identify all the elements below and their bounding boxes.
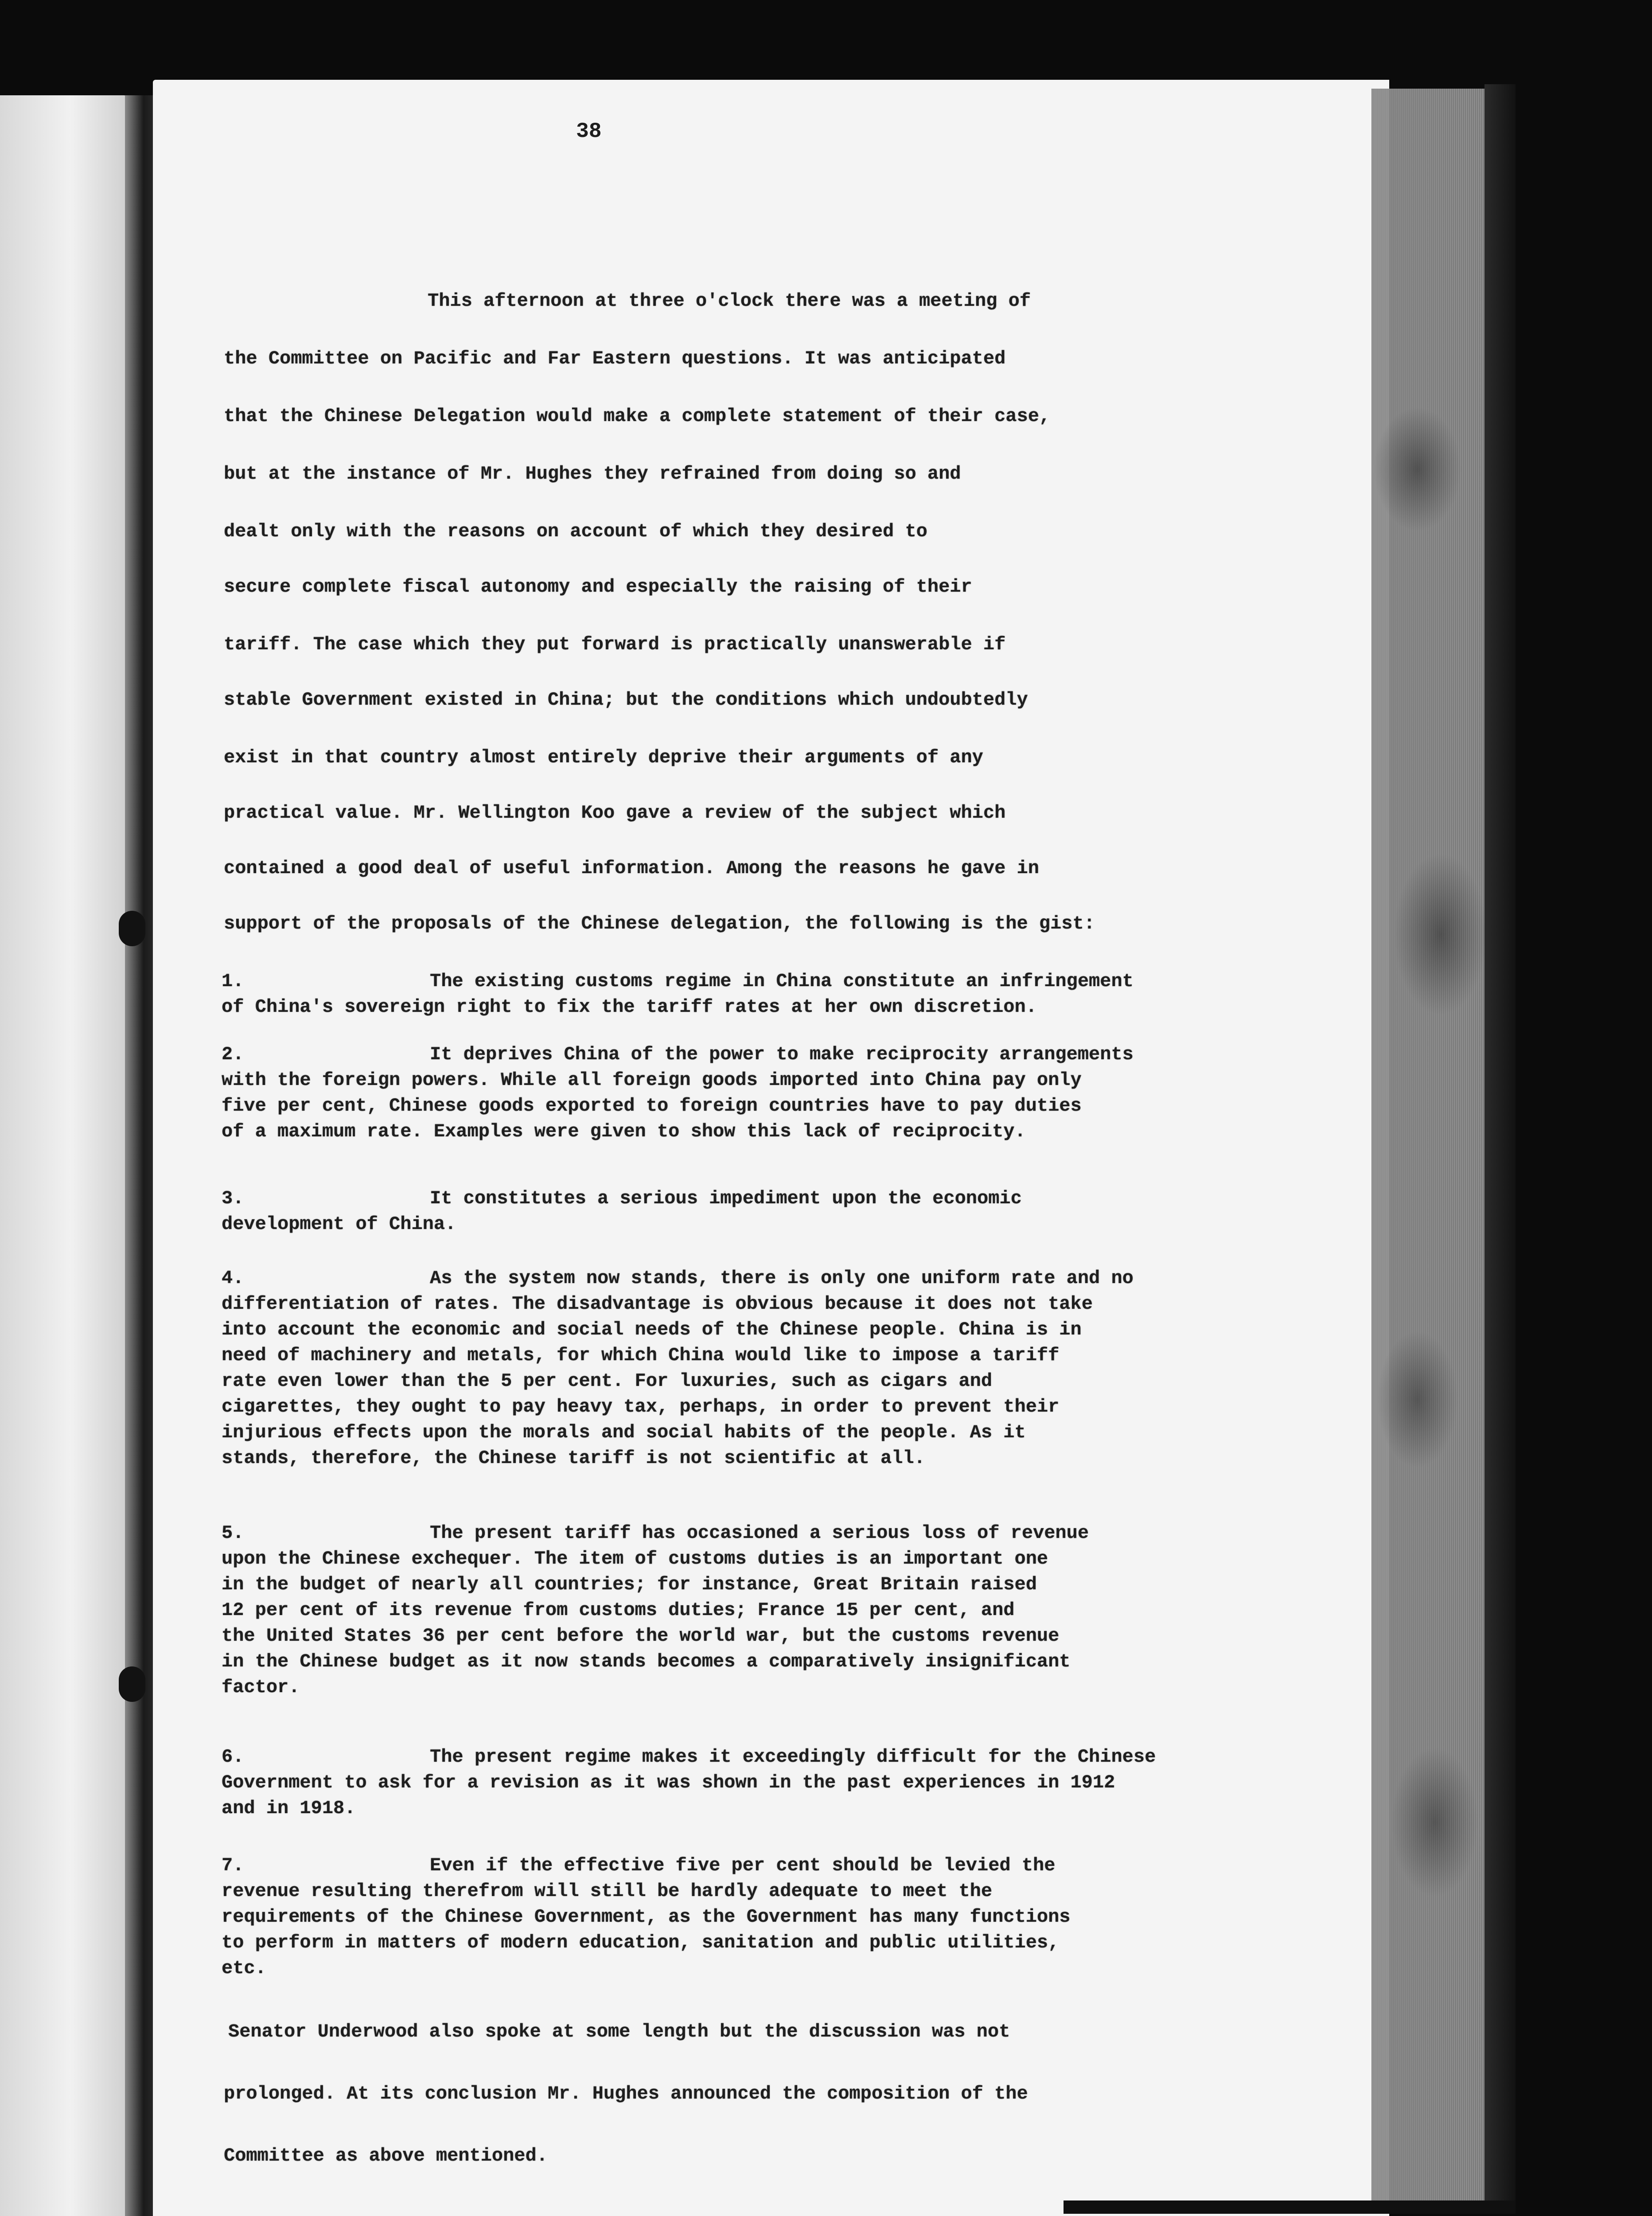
- point-line: etc.: [222, 1958, 266, 1979]
- point-line: It constitutes a serious impediment upon the economic: [430, 1188, 1022, 1209]
- closing-line: prolonged. At its conclusion Mr. Hughes announced the composition of the: [224, 2083, 1028, 2104]
- left-facing-page: [0, 95, 129, 2216]
- point-line: in the budget of nearly all countries; for instance, Great Britain raised: [222, 1574, 1037, 1595]
- intro-line: support of the proposals of the Chinese delegation, the following is the gist:: [224, 913, 1095, 934]
- point-line: injurious effects upon the morals and social habits of the people. As it: [222, 1422, 1026, 1443]
- point-line: 12 per cent of its revenue from customs duties; France 15 per cent, and: [222, 1600, 1015, 1621]
- binding-hole: [119, 1666, 145, 1702]
- page-bottom-fold: [1064, 2200, 1516, 2214]
- point-line: of a maximum rate. Examples were given to show this lack of reciprocity.: [222, 1121, 1026, 1142]
- point-line: of China's sovereign right to fix the tariff rates at her own discretion.: [222, 996, 1037, 1018]
- point-line: upon the Chinese exchequer. The item of customs duties is an important one: [222, 1548, 1048, 1569]
- intro-line: that the Chinese Delegation would make a complete statement of their case,: [224, 406, 1051, 427]
- binding-hole: [119, 911, 145, 946]
- point-line: As the system now stands, there is only one uniform rate and no: [430, 1268, 1134, 1289]
- page-number: 38: [576, 120, 602, 144]
- book-cover-edge: [1484, 84, 1516, 2207]
- point-line: cigarettes, they ought to pay heavy tax, perhaps, in order to prevent their: [222, 1396, 1060, 1417]
- point-line: and in 1918.: [222, 1798, 356, 1819]
- point-line: rate even lower than the 5 per cent. For luxuries, such as cigars and: [222, 1370, 993, 1392]
- point-3: [222, 1186, 1338, 1237]
- point-line: requirements of the Chinese Government, as the Government has many functions: [222, 1906, 1071, 1927]
- point-line: to perform in matters of modern education, sanitation and public utilities,: [222, 1932, 1060, 1953]
- point-5: [222, 1520, 1338, 1700]
- point-number: 4.: [222, 1268, 244, 1289]
- point-4: [222, 1265, 1338, 1471]
- point-line: differentiation of rates. The disadvantage is obvious because it does not take: [222, 1293, 1093, 1315]
- intro-line: contained a good deal of useful information. Among the reasons he gave in: [224, 858, 1039, 879]
- point-line: It deprives China of the power to make reciprocity arrangements: [430, 1044, 1134, 1065]
- point-line: revenue resulting therefrom will still be hardly adequate to meet the: [222, 1880, 993, 1902]
- intro-line: dealt only with the reasons on account of which they desired to: [224, 521, 927, 542]
- point-line: need of machinery and metals, for which China would like to impose a tariff: [222, 1345, 1060, 1366]
- point-1: [222, 968, 1338, 1020]
- point-number: 2.: [222, 1044, 244, 1065]
- closing-line: Committee as above mentioned.: [224, 2145, 548, 2166]
- page-stack-shading: [1371, 89, 1487, 2203]
- point-line: Government to ask for a revision as it was shown in the past experiences in 1912: [222, 1772, 1115, 1793]
- point-7: [222, 1853, 1338, 1981]
- point-line: factor.: [222, 1677, 300, 1698]
- intro-line: stable Government existed in China; but the conditions which undoubtedly: [224, 689, 1028, 710]
- intro-line: secure complete fiscal autonomy and especially the raising of their: [224, 576, 972, 597]
- point-line: with the foreign powers. While all foreign goods imported into China pay only: [222, 1069, 1082, 1091]
- point-line: in the Chinese budget as it now stands becomes a comparatively insignificant: [222, 1651, 1071, 1672]
- point-line: Even if the effective five per cent should be levied the: [430, 1855, 1056, 1876]
- point-line: stands, therefore, the Chinese tariff is not scientific at all.: [222, 1447, 925, 1469]
- intro-line: but at the instance of Mr. Hughes they refrained from doing so and: [224, 463, 961, 484]
- point-line: the United States 36 per cent before the world war, but the customs revenue: [222, 1625, 1060, 1646]
- book-gutter: [125, 95, 156, 2216]
- intro-line: the Committee on Pacific and Far Eastern questions. It was anticipated: [224, 348, 1006, 369]
- point-line: The present tariff has occasioned a serious loss of revenue: [430, 1522, 1089, 1544]
- intro-line: practical value. Mr. Wellington Koo gave a review of the subject which: [224, 802, 1006, 823]
- point-line: development of China.: [222, 1213, 456, 1235]
- closing-line: Senator Underwood also spoke at some length but the discussion was not: [228, 2021, 1010, 2042]
- point-number: 3.: [222, 1188, 244, 1209]
- point-6: [222, 1744, 1338, 1821]
- intro-line: exist in that country almost entirely deprive their arguments of any: [224, 747, 983, 768]
- point-number: 5.: [222, 1522, 244, 1544]
- point-line: The existing customs regime in China constitute an infringement: [430, 971, 1134, 992]
- intro-line: This afternoon at three o'clock there was a meeting of: [428, 290, 1031, 312]
- point-line: into account the economic and social needs of the Chinese people. China is in: [222, 1319, 1082, 1340]
- point-line: five per cent, Chinese goods exported to foreign countries have to pay duties: [222, 1095, 1082, 1116]
- point-number: 7.: [222, 1855, 244, 1876]
- point-line: The present regime makes it exceedingly difficult for the Chinese: [430, 1746, 1156, 1767]
- intro-line: tariff. The case which they put forward is practically unanswerable if: [224, 634, 1006, 655]
- point-number: 6.: [222, 1746, 244, 1767]
- point-number: 1.: [222, 971, 244, 992]
- point-2: [222, 1042, 1338, 1144]
